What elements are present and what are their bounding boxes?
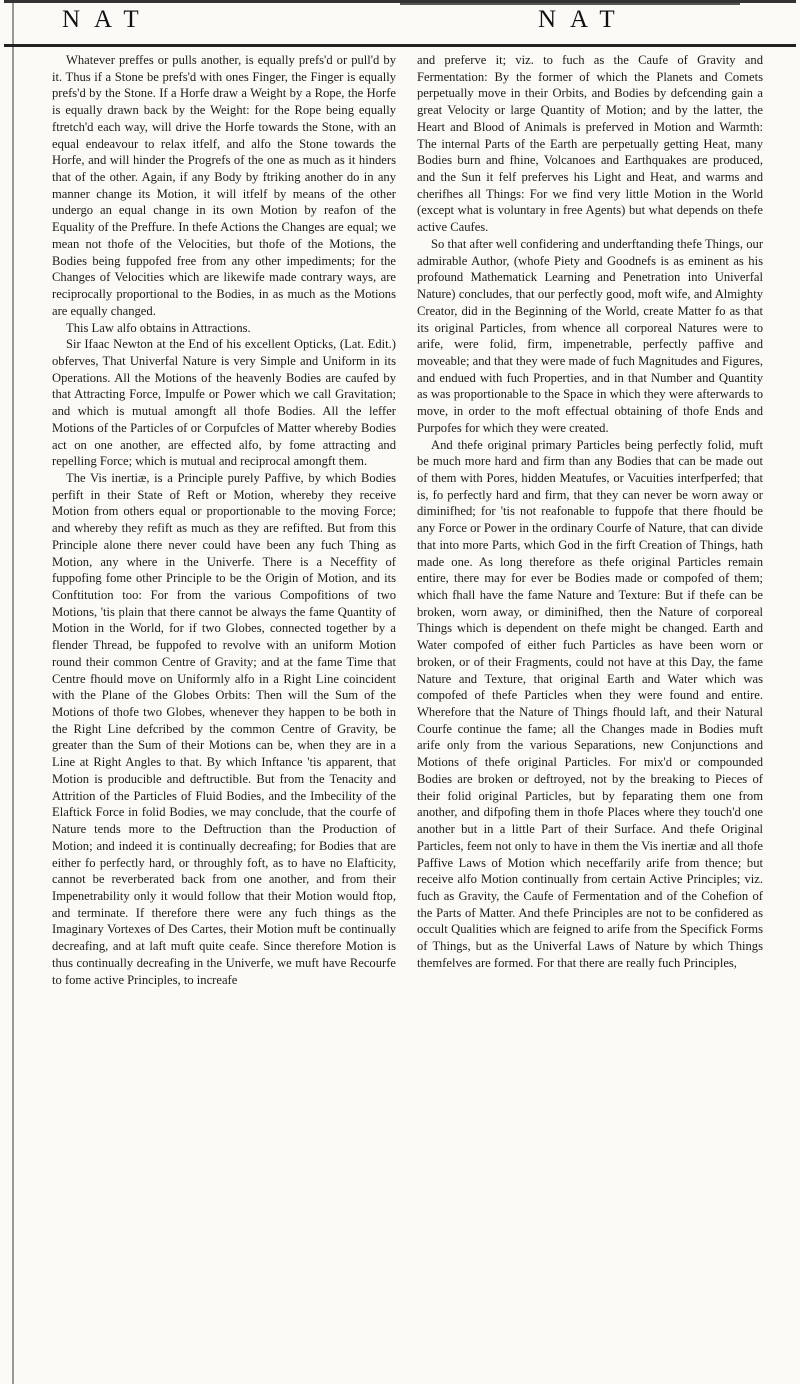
paragraph: This Law alfo obtains in Attractions.: [66, 320, 251, 335]
right-text-column: [417, 52, 763, 972]
paragraph: Whatever preffes or pulls another, is equally prefs'd or pull'd by it. Thus if a Stone be prefs'd with ones Finger, the Finger is equally prefs'd by the Stone. If a Horfe draw a Weight by a Rope, the Horfe is equally drawn back by the Weight: for the Rope being equally ftretch'd each way, will drive the Horfe towards the Stone, with an equal endeavour to relax itfelf, and alfo the Stone towards the Horfe, and will hinder the Progrefs of the one as much as it hinders that of the other. Again, if any Body by ftriking another do in any manner change its Motion, it will itfelf by means of the other undergo an equal change in its own Motion by reafon of the Equality of the Preffure. In thefe Actions the Changes are equal; we mean not thofe of the Velocities, but thofe of the Motions, the Bodies being fuppofed free from any other impediments; for the Changes of Velocities which are likewife made contrary ways, are reciprocally proportional to the Bodies, in as much as the Motions are equally changed.: [52, 53, 396, 318]
header-rule: [4, 44, 796, 47]
running-head-left: NAT: [62, 6, 153, 33]
left-text-column: [52, 52, 396, 988]
top-border-rule-secondary: [400, 3, 740, 5]
paragraph: Sir Ifaac Newton at the End of his excellent Opticks, (Lat. Edit.) obferves, That Univerfal Nature is very Simple and Uniform in its Operations. All the Motions of the heavenly Bodies are caufed by that Attracting Force, Impulfe or Power which we call Gravitation; and which is mutual amongft all thofe Bodies. All the leffer Motions of the Particles of or Corpufcles of Matter whereby Bodies act on one another, are effected alfo, by fome attracting and repelling Force; which is mutual and reciprocal amongft them.: [52, 337, 396, 469]
page-edge-shadow: [12, 0, 14, 1384]
paragraph: So that after well confidering and underftanding thefe Things, our admirable Author, (whofe Piety and Goodnefs is as eminent as his profound Mathematick Learning and Penetration into Univerfal Nature) concludes, that our perfectly good, moft wife, and Almighty Creator, did in the Beginning of the World, create Matter fo as that its original Particles, from whence all corporeal Natures were to arife, were folid, firm, impenetrable, perfectly paffive and moveable; and that they were made of fuch Magnitudes and Figures, and endued with fuch Properties, and in that Number and Quantity as was proportionable to the Space in which they were afterwards to move, in order to the moft effectual obtaining of thofe Ends and Purpofes for which they were created.: [417, 236, 764, 435]
paragraph: The Vis inertiæ, is a Principle purely Paffive, by which Bodies perfift in their State of Reft or Motion, whereby they receive Motion from others equal or proportionable to the moving Force; and whereby they refift as much as they are refifted. But from this Principle alone there never could have been any fuch Thing as Motion, any where in the Univerfe. There is a Neceffity of fuppofing fome other Principle to be the Origin of Motion, and its Conftitution too: For from the various Compofitions of two Motions, 'tis plain that there cannot be always the fame Quantity of Motion in the World, for if two Globes, connected together by a flender Thread, be fuppofed to revolve with an uniform Motion round their common Centre of Gravity; and at the fame Time that Centre fhould move on Uniformly alfo in a Right Line coincident with the Plane of the Globes Orbits: Then will the Sum of the Motions of thofe two Globes, whenever they happen to be both in the Right Line defcribed by the common Centre of Gravity, be greater than the Sum of their Motions can be, when they are in a Line at Right Angles to that. By which Inftance 'tis apparent, that Motion is producible and deftructible. But from the Tenacity and Attrition of the Particles of Fluid Bodies, and the Imbecility of the Elaftick Force in folid Bodies, we may conclude, that the courfe of Nature tends more to the Deftruction than the Production of Motion; and indeed it is continually decreafing; for Bodies that are either fo perfectly hard, or throughly foft, as to have no Elafticity, cannot be reverberated back from one another, and from their Impenetrability only it would follow that their Motion would ftop, and terminate. If therefore there were any fuch things as the Imaginary Vortexes of Des Cartes, their Motion muft be continually decreafing, and at laft muft quite ceafe. Since therefore Motion is thus continually decreafing in the Univerfe, we muft have Recourfe to fome active Principles, to increafe: [52, 470, 396, 987]
paragraph: And thefe original primary Particles being perfectly folid, muft be much more hard and firm than any Bodies that can be made out of them with Pores, hidden Meatufes, or Vacuities interfperfed; that is, fo perfectly hard and firm, that they can never be worn away or diminifhed; for 'tis not reafonable to fuppofe that there fhould be any Force or Power in the ordinary Courfe of Nature, that can divide that into more Parts, which God in the firft Creation of Things, hath made one. As long therefore as thefe original Particles remain entire, there may for ever be Bodies made or compofed of them; which fhall have the fame Nature and Texture: But if thefe can be broken, worn away, or diminifhed, then the Nature of corporeal Things which is dependent on thefe might be changed. Earth and Water compofed of either fuch Particles as have been worn or broken, or of their Fragments, could not have at this Day, the fame Nature and Texture, that original Earth and Water which was compofed of thefe Particles when they were found and entire. Wherefore that the Nature of Things fhould laft, and their Natural Courfe continue the fame; all the Changes made in Bodies muft arife only from the various Separations, new Conjunctions and Motions of thefe original Particles. For mix'd or compounded Bodies are broken or deftroyed, not by the breaking to Pieces of their folid original Particles, but by feparating them one from another, and difpofing them in thofe Places where they touch'd one another but in a little Part of their Surface. And thefe Original Particles, feem not only to have in them the Vis inertiæ and all thofe Paffive Laws of Motion which neceffarily arife from thence; but receive alfo Motion continually from certain Active Principles; viz. fuch as Gravity, the Caufe of Fermentation and of the Cohefion of the Parts of Matter. And thefe Principles are not to be confidered as occult Qualities which are feigned to arife from the Specifick Forms of Things, but as the Univerfal Laws of Nature by which Things themfelves are formed. For that there are really fuch Principles,: [417, 437, 763, 970]
running-head-right: NAT: [538, 6, 629, 33]
paragraph: and preferve it; viz. to fuch as the Caufe of Gravity and Fermentation: By the former of which the Planets and Comets perpetually move in their Orbits, and Bodies by defcending gain a great Velocity or large Quantity of Motion; and by the latter, the Heart and Blood of Animals is preferved in Motion and Warmth: The internal Parts of the Earth are perpetually getting Heat, many Bodies burn and fhine, Volcanoes and Earthquakes are produced, and the Sun it felf preferves his Light and Heat, and warms and cherifhes all Things: For we find very little Motion in the World (except what is voluntary in free Agents) but what depends on thefe active Caufes.: [417, 53, 763, 235]
